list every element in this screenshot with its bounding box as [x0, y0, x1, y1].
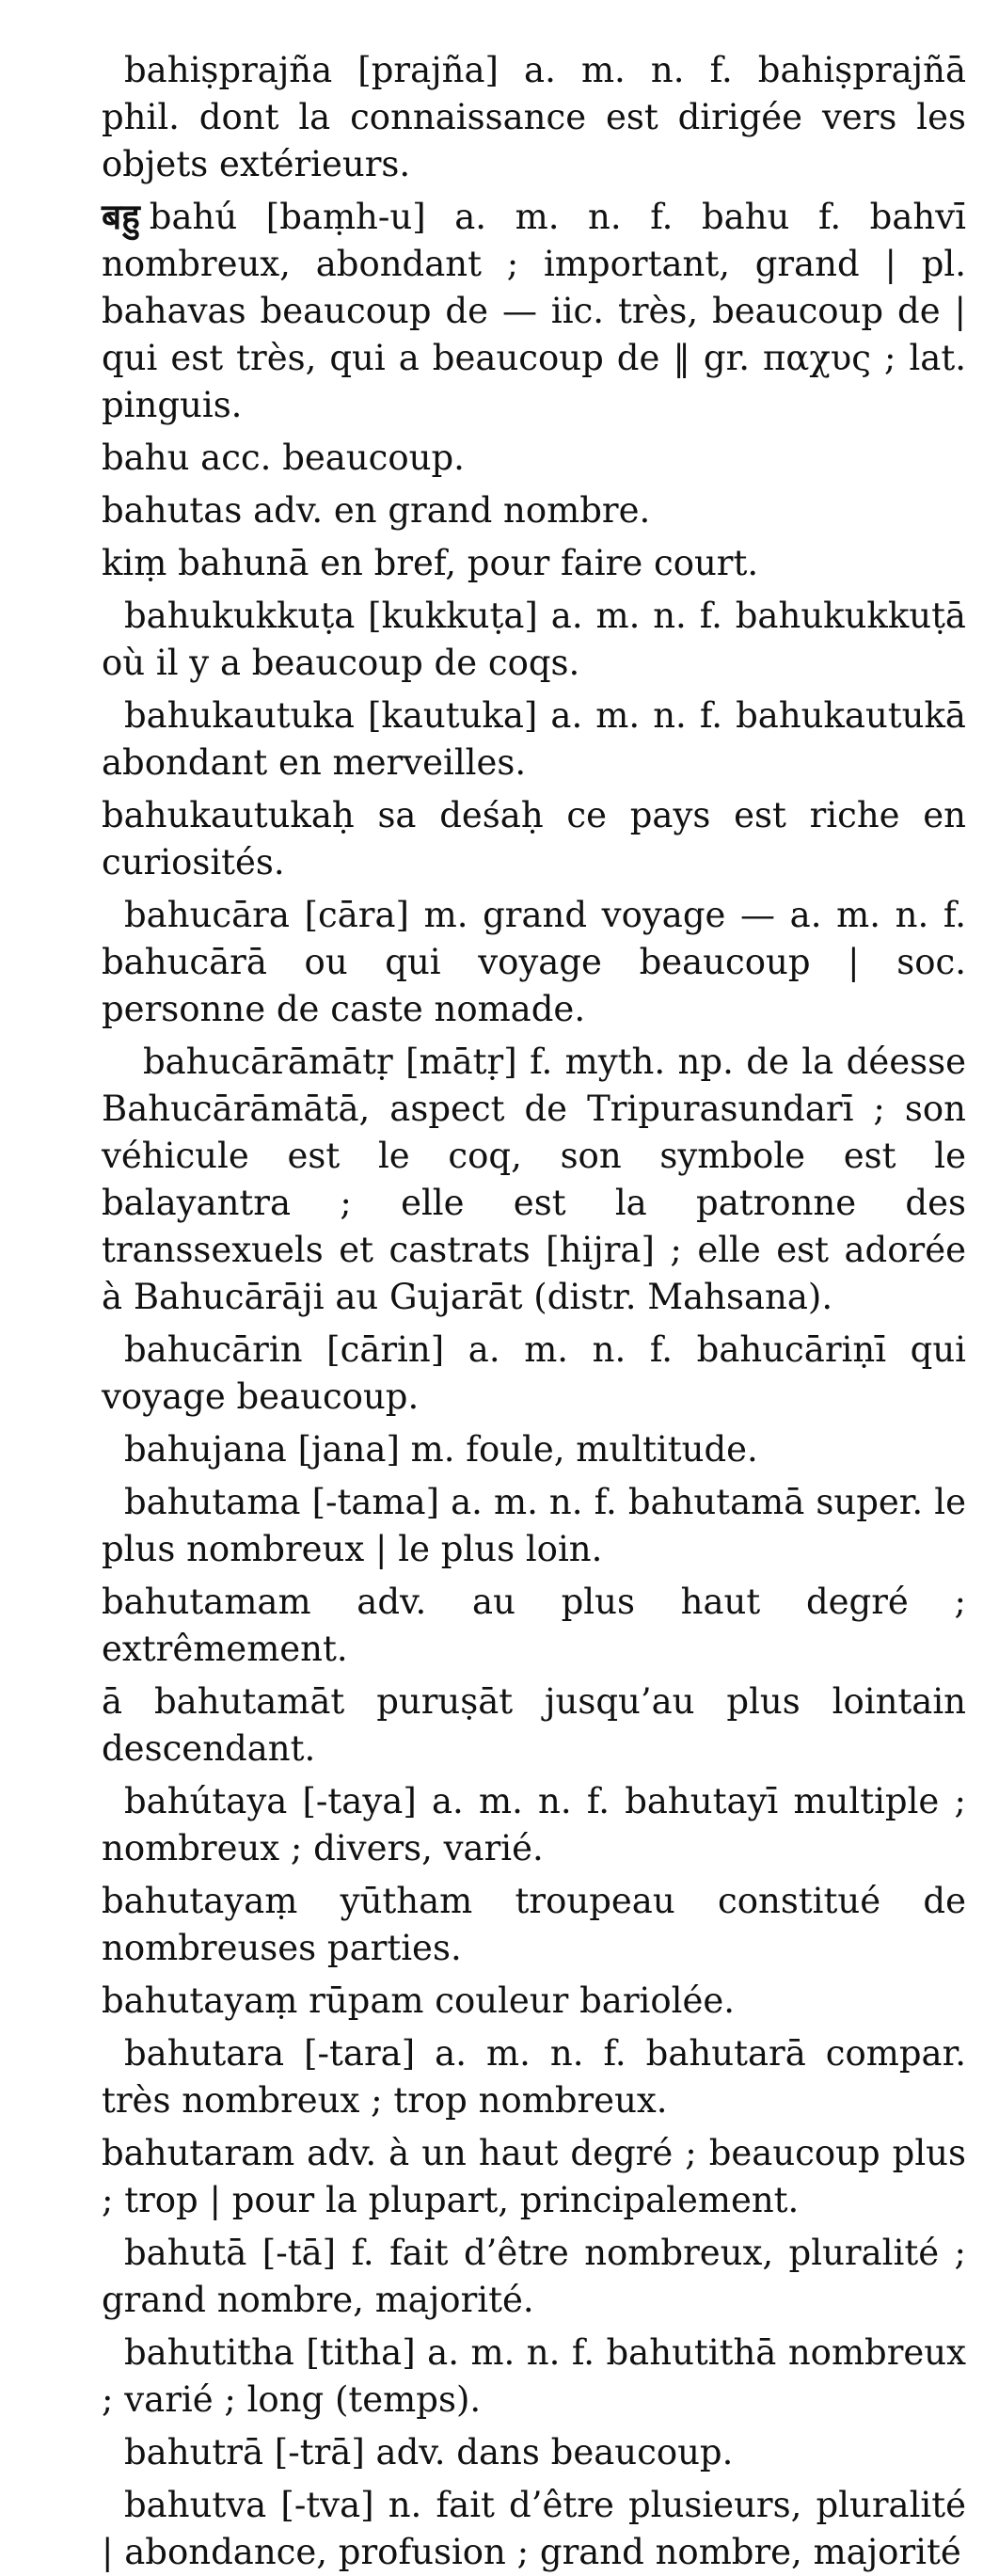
- entry-bahuta: bahutā [-tā] f. fait d’être nombreux, pluralité ; grand nombre, majorité.: [102, 2233, 966, 2320]
- entry-bahutaram: bahutaram adv. à un haut degré ; beaucoup plus ; trop | pour la plupart, principalement.: [102, 2133, 966, 2220]
- entry-bahukukkuta: bahukukkuṭa [kukkuṭa] a. m. n. f. bahukukkuṭā où il y a beaucoup de coqs.: [102, 596, 966, 683]
- entry-bahujana: bahujana [jana] m. foule, multitude.: [124, 1429, 758, 1470]
- entry-bahucara: bahucāra [cāra] m. grand voyage — a. m. n. f. bahucārā ou qui voyage beaucoup | soc. personne de caste nomade.: [102, 895, 966, 1029]
- devanagari-headword: बहु: [102, 197, 140, 237]
- entry-bahu-main: [102, 194, 966, 429]
- entry-bahutva: bahutva [-tva] n. fait d’être plusieurs, pluralité | abondance, profusion ; grand nombre, majorité: [102, 2485, 966, 2572]
- entry-bahutamam: bahutamam adv. au plus haut degré ; extrêmement.: [102, 1582, 966, 1669]
- entry-bahucarin: bahucārin [cārin] a. m. n. f. bahucāriṇī qui voyage beaucoup.: [102, 1329, 966, 1417]
- entry-bahutitha: bahutitha [titha] a. m. n. f. bahutithā nombreux ; varié ; long (temps).: [102, 2332, 966, 2420]
- entry-bahucaramatr: bahucārāmātṛ [mātṛ] f. myth. np. de la déesse Bahucārāmātā, aspect de Tripurasundarī ; son véhicule est le coq, son symbole est le balayantra ; elle est la patronne des transsexuels et castrats [hijra] ; elle est adorée à Bahucārāji au Gujarāt (distr. Mahsana).: [102, 1042, 966, 1317]
- entry-bahu-acc: bahu acc. beaucoup.: [102, 437, 465, 478]
- entry-bahu-text: bahú [baṃh-u] a. m. n. f. bahu f. bahvī nombreux, abondant ; important, grand | pl. bahavas beaucoup de — iic. très, beaucoup de | qui est très, qui a beaucoup de ‖ gr. παχυς ; lat. pinguis.: [102, 197, 966, 425]
- entry-bahutara: bahutara [-tara] a. m. n. f. bahutarā compar. très nombreux ; trop nombreux.: [102, 2033, 966, 2121]
- entry-bahutra: bahutrā [-trā] adv. dans beaucoup.: [124, 2432, 734, 2473]
- entry-bahisprajna: bahiṣprajña [prajña] a. m. n. f. bahiṣprajñā phil. dont la connaissance est dirigée vers les objets extérieurs.: [102, 50, 966, 184]
- entry-a-bahutamat: ā bahutamāt puruṣāt jusqu’au plus lointain descendant.: [102, 1681, 966, 1769]
- entry-bahutayam-yutham: bahutayaṃ yūtham troupeau constitué de nombreuses parties.: [102, 1881, 966, 1968]
- entry-kim-bahuna: kiṃ bahunā en bref, pour faire court.: [102, 543, 759, 583]
- entry-bahutayam-rupam: bahutayaṃ rūpam couleur bariolée.: [102, 1980, 736, 2021]
- entry-bahutas: bahutas adv. en grand nombre.: [102, 490, 651, 531]
- entry-bahutaya: bahútaya [-taya] a. m. n. f. bahutayī multiple ; nombreux ; divers, varié.: [102, 1781, 966, 1868]
- entry-bahukautukah: bahukautukaḥ sa deśaḥ ce pays est riche en curiosités.: [102, 795, 966, 883]
- entry-bahutama: bahutama [-tama] a. m. n. f. bahutamā super. le plus nombreux | le plus loin.: [102, 1482, 966, 1569]
- entry-bahukautuka: bahukautuka [kautuka] a. m. n. f. bahukautukā abondant en merveilles.: [102, 695, 966, 783]
